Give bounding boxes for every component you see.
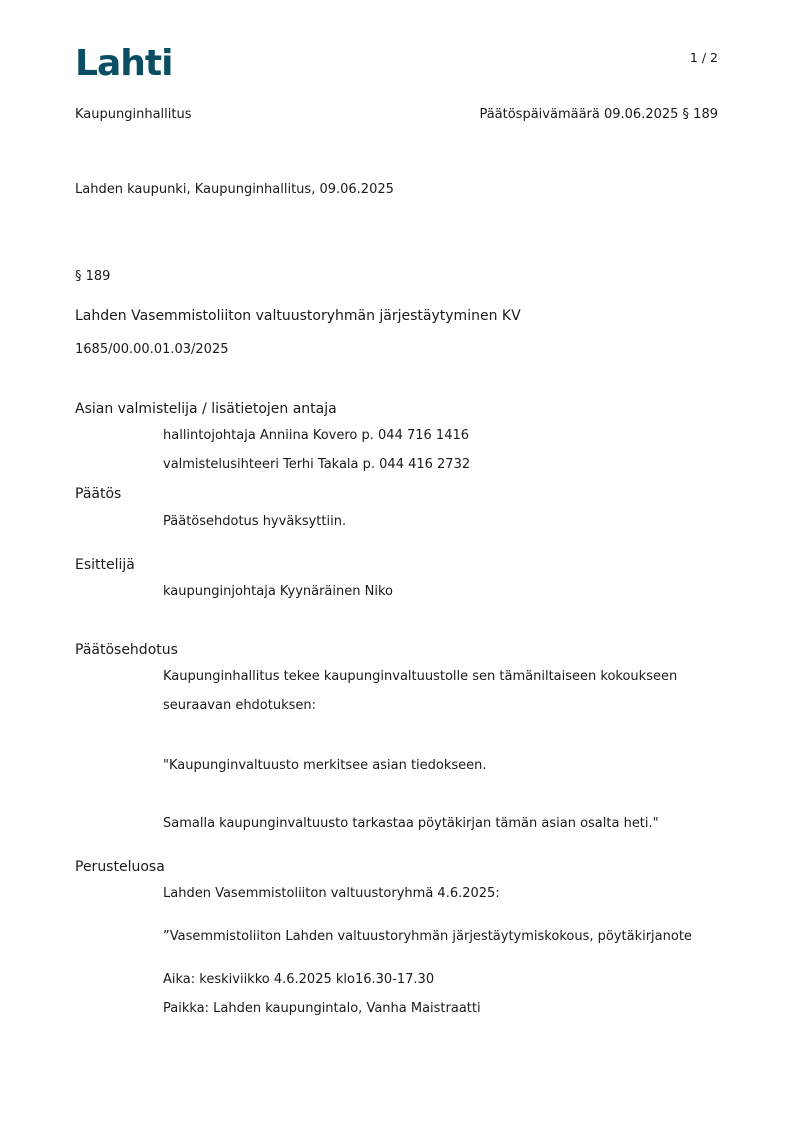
preparer-heading: Asian valmistelija / lisätietojen antaja xyxy=(75,401,337,417)
presenter-text: kaupunginjohtaja Kyynäräinen Niko xyxy=(163,584,393,599)
header-body: Kaupunginhallitus xyxy=(75,107,192,122)
meeting-line: Lahden kaupunki, Kaupunginhallitus, 09.06.2025 xyxy=(75,182,394,197)
rationale-line-2: ”Vasemmistoliiton Lahden valtuustoryhmän järjestäytymiskokous, pöytäkirjanote xyxy=(163,929,692,944)
lahti-logo: Lahti xyxy=(75,43,173,84)
document-title: Lahden Vasemmistoliiton valtuustoryhmän järjestäytyminen KV xyxy=(75,308,521,324)
proposal-line-2: seuraavan ehdotuksen: xyxy=(163,698,317,713)
proposal-line-1: Kaupunginhallitus tekee kaupunginvaltuustolle sen tämäniltaiseen kokoukseen xyxy=(163,669,678,684)
decision-heading: Päätös xyxy=(75,486,122,502)
header-date-section: Päätöspäivämäärä 09.06.2025 § 189 xyxy=(479,107,718,122)
presenter-heading: Esittelijä xyxy=(75,557,135,573)
proposal-quote-1: "Kaupunginvaltuusto merkitsee asian tiedokseen. xyxy=(163,758,487,773)
rationale-time: Aika: keskiviikko 4.6.2025 klo16.30-17.30 xyxy=(163,972,435,987)
proposal-quote-2: Samalla kaupunginvaltuusto tarkastaa pöytäkirjan tämän asian osalta heti." xyxy=(163,816,659,831)
preparer-line-2: valmistelusihteeri Terhi Takala p. 044 416 2732 xyxy=(163,457,471,472)
rationale-heading: Perusteluosa xyxy=(75,859,165,875)
section-number: § 189 xyxy=(75,269,111,284)
record-number: 1685/00.00.01.03/2025 xyxy=(75,342,229,357)
page-number: 1 / 2 xyxy=(689,50,718,65)
proposal-heading: Päätösehdotus xyxy=(75,642,178,658)
decision-text: Päätösehdotus hyväksyttiin. xyxy=(163,514,347,529)
rationale-line-1: Lahden Vasemmistoliiton valtuustoryhmä 4.6.2025: xyxy=(163,886,500,901)
preparer-line-1: hallintojohtaja Anniina Kovero p. 044 716 1416 xyxy=(163,428,470,443)
rationale-place: Paikka: Lahden kaupungintalo, Vanha Maistraatti xyxy=(163,1001,481,1016)
